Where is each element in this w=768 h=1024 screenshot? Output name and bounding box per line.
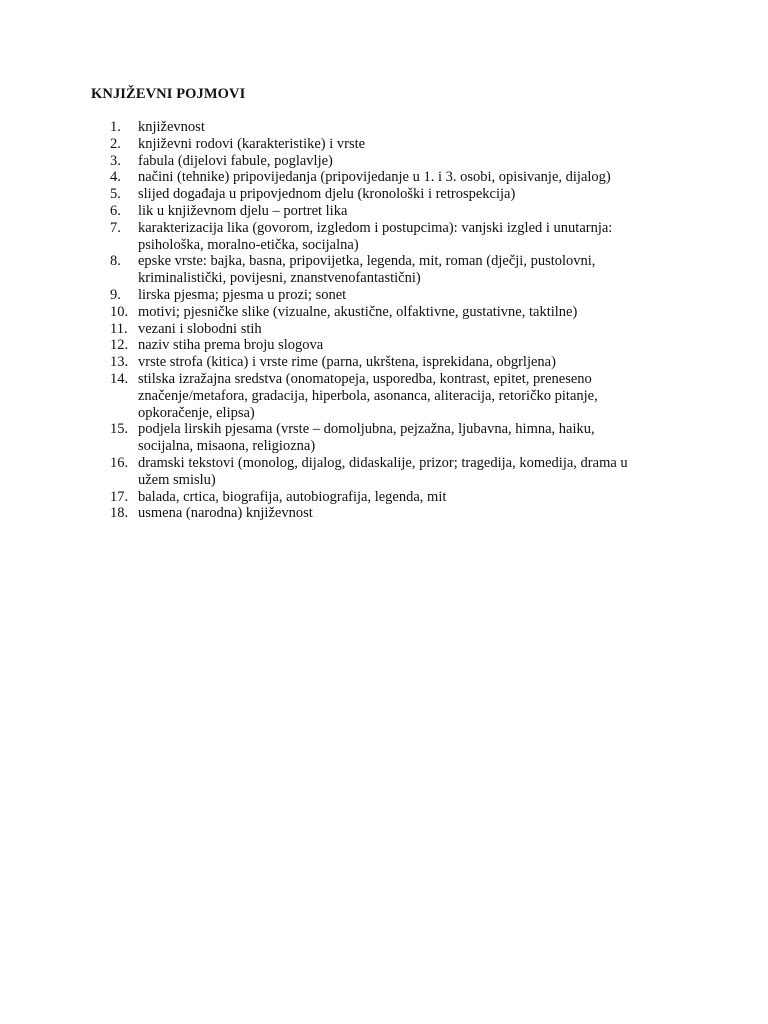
list-item-number: 15. [110, 421, 129, 438]
list-item-text: usmena (narodna) književnost [138, 505, 313, 522]
list-item-number: 9. [110, 286, 121, 303]
list-item-number: 11. [110, 320, 128, 337]
list-item-text: dramski tekstovi (monolog, dijalog, didaskalije, prizor; tragedija, komedija, drama u užem smislu) [138, 454, 628, 488]
list-item-number: 8. [110, 253, 121, 270]
list-item [0, 337, 768, 354]
list-item-text: fabula (dijelovi fabule, poglavlje) [138, 152, 333, 169]
list-item-text: lirska pjesma; pjesma u prozi; sonet [138, 286, 347, 303]
list-item-text: podjela lirskih pjesama (vrste – domoljubna, pejzažna, ljubavna, himna, haiku, socijalna, misaona, religiozna) [138, 421, 595, 455]
list-item [0, 321, 768, 338]
list-item-number: 4. [110, 169, 121, 186]
list-item-number: 16. [110, 454, 129, 471]
list-item-number: 7. [110, 219, 121, 236]
list-item [0, 505, 768, 522]
list-item [0, 220, 768, 254]
list-item [0, 203, 768, 220]
list-item-number: 1. [110, 119, 121, 135]
list-item [0, 136, 768, 153]
list-item-text: slijed događaja u pripovjednom djelu (kronološki i retrospekcija) [138, 186, 516, 203]
list-item-number: 13. [110, 354, 129, 371]
list-item [0, 354, 768, 371]
list-item-text: vezani i slobodni stih [138, 320, 262, 337]
list-item-number: 6. [110, 202, 121, 219]
list-item-number: 3. [110, 152, 121, 169]
list-item-number: 12. [110, 337, 129, 354]
list-item-text: naziv stiha prema broju slogova [138, 337, 324, 354]
list-item-text: stilska izražajna sredstva (onomatopeja, usporedba, kontrast, epitet, preneseno značenje/metafora, gradacija, hiperbola, asonanca, aliteracija, retoričko pitanje, opkoračenje, elipsa) [138, 370, 598, 421]
list-item [0, 287, 768, 304]
list-item [0, 169, 768, 186]
list-item [0, 119, 768, 136]
list-item-text: epske vrste: bajka, basna, pripovijetka, legenda, mit, roman (dječji, pustolovni, kriminalistički, povijesni, znanstvenofantastični) [138, 253, 596, 287]
list-item-number: 5. [110, 186, 121, 203]
list-item-text: vrste strofa (kitica) i vrste rime (parna, ukrštena, isprekidana, obgrljena) [138, 354, 556, 371]
list-item-text: balada, crtica, biografija, autobiografija, legenda, mit [138, 488, 447, 505]
list-item [0, 304, 768, 321]
list-item-number: 2. [110, 135, 121, 152]
document-title: KNJIŽEVNI POJMOVI [91, 86, 246, 102]
list-item-number: 14. [110, 370, 129, 387]
list-item [0, 455, 768, 489]
list-item [0, 489, 768, 506]
list-item [0, 371, 768, 421]
list-item-text: lik u književnom djelu – portret lika [138, 202, 348, 219]
list-item-number: 18. [110, 505, 129, 522]
list-item [0, 153, 768, 170]
list-item [0, 421, 768, 455]
list-item [0, 186, 768, 203]
list-item-number: 10. [110, 303, 129, 320]
list-item-number: 17. [110, 488, 129, 505]
list-item-text: karakterizacija lika (govorom, izgledom i postupcima): vanjski izgled i unutarnja: psihološka, moralno-etička, socijalna) [138, 219, 613, 253]
list-item-text: književnost [138, 119, 205, 135]
list-item [0, 253, 768, 287]
list-item-text: književni rodovi (karakteristike) i vrste [138, 135, 366, 152]
terms-list [0, 119, 768, 522]
list-item-text: načini (tehnike) pripovijedanja (pripovijedanje u 1. i 3. osobi, opisivanje, dijalog) [138, 169, 611, 186]
list-item-text: motivi; pjesničke slike (vizualne, akustične, olfaktivne, gustativne, taktilne) [138, 303, 578, 320]
